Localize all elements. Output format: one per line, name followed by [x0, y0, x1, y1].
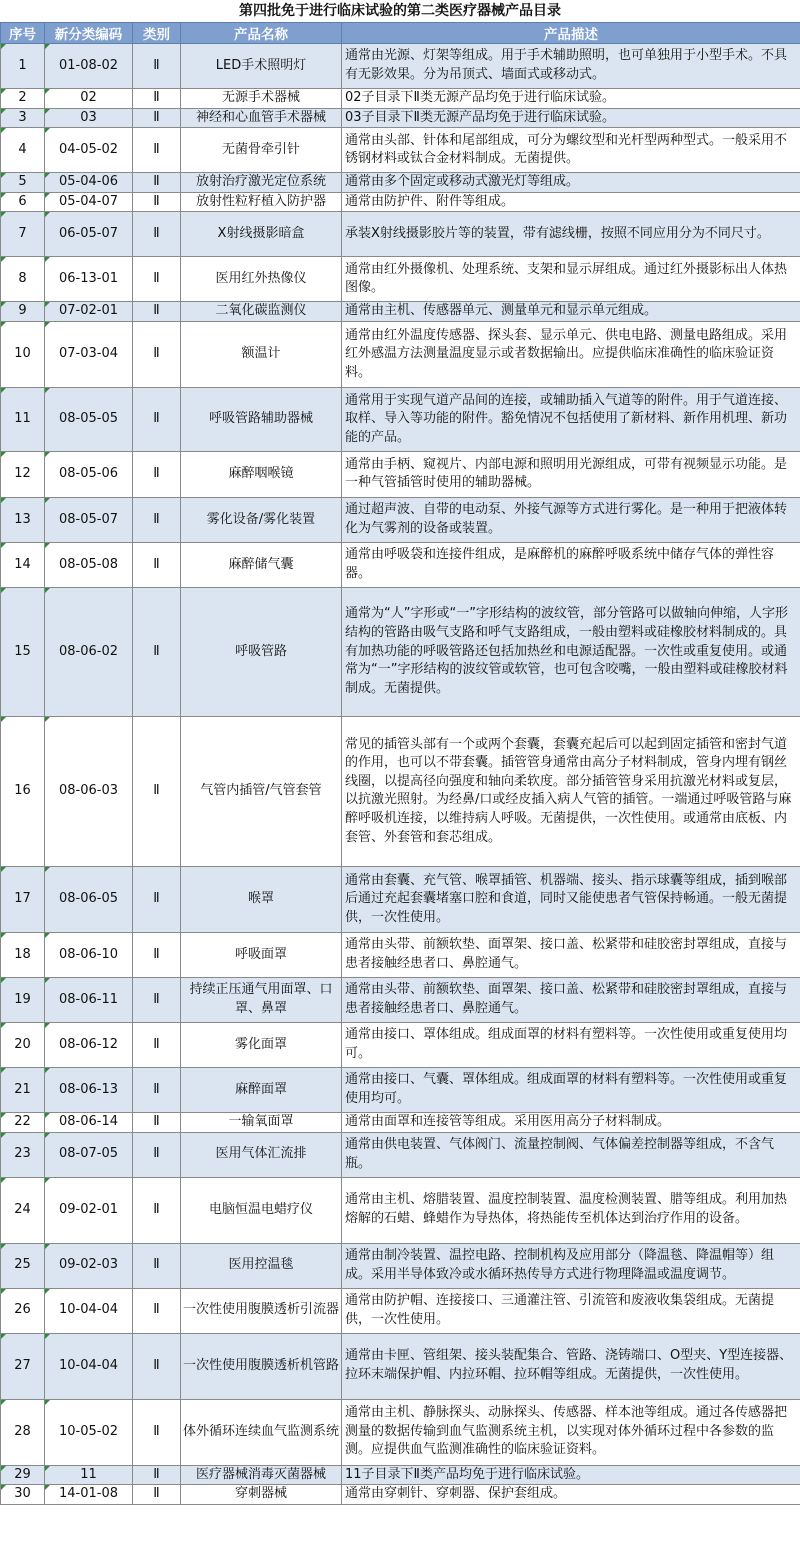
product-name: 呼吸管路: [181, 587, 342, 716]
classification-code: 08-07-05: [45, 1132, 133, 1177]
table-row: [1, 977, 800, 1022]
category-class: Ⅱ: [133, 977, 181, 1022]
row-number: 16: [1, 716, 45, 866]
product-name: 气管内插管/气管套管: [181, 716, 342, 866]
table-row: [1, 1288, 800, 1333]
table-row: [1, 302, 800, 322]
table-row: [1, 716, 800, 866]
row-number: 18: [1, 932, 45, 977]
table-row: [1, 451, 800, 497]
classification-code: 08-06-03: [45, 716, 133, 866]
classification-code: 01-08-02: [45, 44, 133, 89]
classification-code: 09-02-03: [45, 1243, 133, 1288]
row-number: 17: [1, 866, 45, 932]
product-catalog-table: [0, 22, 800, 1505]
category-class: Ⅱ: [133, 192, 181, 212]
category-class: Ⅱ: [133, 1067, 181, 1112]
header-code: 新分类编码: [45, 23, 133, 44]
category-class: Ⅱ: [133, 542, 181, 587]
product-name: 一次性使用腹膜透析引流器: [181, 1288, 342, 1333]
table-row: [1, 1465, 800, 1485]
product-name: 一输氧面罩: [181, 1112, 342, 1132]
classification-code: 08-05-06: [45, 451, 133, 497]
category-class: Ⅱ: [133, 497, 181, 542]
classification-code: 02: [45, 89, 133, 109]
table-row: [1, 212, 800, 257]
product-name: 电脑恒温电蜡疗仪: [181, 1177, 342, 1243]
product-name: 放射治疗激光定位系统: [181, 173, 342, 193]
table-row: [1, 89, 800, 109]
row-number: 12: [1, 451, 45, 497]
category-class: Ⅱ: [133, 212, 181, 257]
row-number: 28: [1, 1399, 45, 1465]
classification-code: 08-06-14: [45, 1112, 133, 1132]
product-name: 呼吸管路辅助器械: [181, 387, 342, 451]
classification-code: 07-02-01: [45, 302, 133, 322]
classification-code: 10-04-04: [45, 1288, 133, 1333]
product-description: 通常由供电装置、气体阀门、流量控制阀、气体偏差控制器等组成，不含气瓶。: [342, 1132, 800, 1177]
product-description: 通常由头带、前额软垫、面罩架、接口盖、松紧带和硅胶密封罩组成，直接与患者接触经患者口、鼻腔通气。: [342, 977, 800, 1022]
classification-code: 08-05-05: [45, 387, 133, 451]
product-description: 通常由红外温度传感器、探头套、显示单元、供电电路、测量电路组成。采用红外感温方法测量温度显示或者数据输出。应提供临床准确性的临床验证资料。: [342, 321, 800, 387]
category-class: Ⅱ: [133, 302, 181, 322]
classification-code: 06-13-01: [45, 257, 133, 302]
product-description: 通常由主机、静脉探头、动脉探头、传感器、样本池等组成。通过各传感器把测量的数据传输到血气监测系统主机，以实现对体外循环过程中各参数的监测。应提供血气监测准确性的临床验证资料。: [342, 1399, 800, 1465]
table-row: [1, 1177, 800, 1243]
product-name: 持续正压通气用面罩、口罩、鼻罩: [181, 977, 342, 1022]
product-name: LED手术照明灯: [181, 44, 342, 89]
row-number: 2: [1, 89, 45, 109]
product-description: 通常由手柄、窥视片、内部电源和照明用光源组成，可带有视频显示功能。是一种气管插管时使用的辅助器械。: [342, 451, 800, 497]
product-name: 喉罩: [181, 866, 342, 932]
classification-code: 09-02-01: [45, 1177, 133, 1243]
product-name: 呼吸面罩: [181, 932, 342, 977]
product-name: 雾化面罩: [181, 1022, 342, 1067]
row-number: 20: [1, 1022, 45, 1067]
product-description: 通常由呼吸袋和连接件组成，是麻醉机的麻醉呼吸系统中储存气体的弹性容器。: [342, 542, 800, 587]
row-number: 5: [1, 173, 45, 193]
table-row: [1, 587, 800, 716]
product-description: 通常由卡匣、管组架、接头装配集合、管路、浇铸端口、O型夹、Y型连接器、拉环末端保护帽、内拉环帽、拉环帽等组成。无菌提供，一次性使用。: [342, 1333, 800, 1399]
row-number: 6: [1, 192, 45, 212]
table-row: [1, 497, 800, 542]
table-row: [1, 542, 800, 587]
category-class: Ⅱ: [133, 173, 181, 193]
product-name: 无源手术器械: [181, 89, 342, 109]
table-row: [1, 128, 800, 173]
table-row: [1, 257, 800, 302]
product-description: 通常由头部、针体和尾部组成，可分为螺纹型和光杆型两种型式。一般采用不锈钢材料或钛合金材料制成。无菌提供。: [342, 128, 800, 173]
product-name: X射线摄影暗盒: [181, 212, 342, 257]
product-name: 麻醉面罩: [181, 1067, 342, 1112]
product-description: 通常由光源、灯架等组成。用于手术辅助照明，也可单独用于小型手术。不具有无影效果。分为吊顶式、墙面式或移动式。: [342, 44, 800, 89]
category-class: Ⅱ: [133, 1243, 181, 1288]
row-number: 15: [1, 587, 45, 716]
product-description: 通常由套囊、充气管、喉罩插管、机器端、接头、指示球囊等组成，插到喉部后通过充起套囊堵塞口腔和食道，同时又能使患者气管保持畅通。一般无菌提供，一次性使用。: [342, 866, 800, 932]
table-row: [1, 44, 800, 89]
product-name: 神经和心血管手术器械: [181, 108, 342, 128]
page-title: 第四批免于进行临床试验的第二类医疗器械产品目录: [239, 3, 561, 19]
category-class: Ⅱ: [133, 1485, 181, 1505]
row-number: 26: [1, 1288, 45, 1333]
table-row: [1, 387, 800, 451]
product-name: 体外循环连续血气监测系统: [181, 1399, 342, 1465]
category-class: Ⅱ: [133, 451, 181, 497]
table-row: [1, 1112, 800, 1132]
header-product-name: 产品名称: [181, 23, 342, 44]
product-description: 03子目录下Ⅱ类无源产品均免于进行临床试验。: [342, 108, 800, 128]
product-name: 医用控温毯: [181, 1243, 342, 1288]
classification-code: 08-05-08: [45, 542, 133, 587]
row-number: 19: [1, 977, 45, 1022]
row-number: 11: [1, 387, 45, 451]
product-name: 一次性使用腹膜透析机管路: [181, 1333, 342, 1399]
row-number: 3: [1, 108, 45, 128]
category-class: Ⅱ: [133, 44, 181, 89]
product-description: 通常由主机、熔腊装置、温度控制装置、温度检测装置、腊等组成。利用加热熔解的石蜡、蜂蜡作为导热体，将热能传至机体达到治疗作用的设备。: [342, 1177, 800, 1243]
classification-code: 06-05-07: [45, 212, 133, 257]
row-number: 25: [1, 1243, 45, 1288]
table-row: [1, 1067, 800, 1112]
header-no: 序号: [1, 23, 45, 44]
row-number: 30: [1, 1485, 45, 1505]
product-name: 医用红外热像仪: [181, 257, 342, 302]
classification-code: 08-06-11: [45, 977, 133, 1022]
row-number: 9: [1, 302, 45, 322]
row-number: 13: [1, 497, 45, 542]
product-description: 02子目录下Ⅱ类无源产品均免于进行临床试验。: [342, 89, 800, 109]
product-description: 通常由穿刺针、穿刺器、保护套组成。: [342, 1485, 800, 1505]
category-class: Ⅱ: [133, 1465, 181, 1485]
product-name: 二氧化碳监测仪: [181, 302, 342, 322]
header-category: 类别: [133, 23, 181, 44]
product-description: 通常由接口、气囊、罩体组成。组成面罩的材料有塑料等。一次性使用或重复使用均可。: [342, 1067, 800, 1112]
product-description: 通常用于实现气道产品间的连接，或辅助插入气道等的附件。用于气道连接、取样、导入等功能的附件。豁免情况不包括使用了新材料、新作用机理、新功能的产品。: [342, 387, 800, 451]
table-row: [1, 1333, 800, 1399]
category-class: Ⅱ: [133, 321, 181, 387]
classification-code: 05-04-07: [45, 192, 133, 212]
row-number: 22: [1, 1112, 45, 1132]
category-class: Ⅱ: [133, 1112, 181, 1132]
table-row: [1, 1132, 800, 1177]
row-number: 7: [1, 212, 45, 257]
product-name: 医疗器械消毒灭菌器械: [181, 1465, 342, 1485]
row-number: 10: [1, 321, 45, 387]
product-description: 通常由制冷装置、温控电路、控制机构及应用部分（降温毯、降温帽等）组成。采用半导体致冷或水循环热传导方式进行物理降温或温度调节。: [342, 1243, 800, 1288]
product-name: 雾化设备/雾化装置: [181, 497, 342, 542]
classification-code: 08-06-13: [45, 1067, 133, 1112]
row-number: 29: [1, 1465, 45, 1485]
product-description: 通常由防护帽、连接接口、三通灌注管、引流管和废液收集袋组成。无菌提供，一次性使用。: [342, 1288, 800, 1333]
category-class: Ⅱ: [133, 1399, 181, 1465]
row-number: 14: [1, 542, 45, 587]
classification-code: 10-04-04: [45, 1333, 133, 1399]
category-class: Ⅱ: [133, 1333, 181, 1399]
category-class: Ⅱ: [133, 1288, 181, 1333]
table-row: [1, 173, 800, 193]
product-name: 医用气体汇流排: [181, 1132, 342, 1177]
table-row: [1, 1022, 800, 1067]
category-class: Ⅱ: [133, 932, 181, 977]
classification-code: 07-03-04: [45, 321, 133, 387]
category-class: Ⅱ: [133, 257, 181, 302]
classification-code: 08-06-05: [45, 866, 133, 932]
classification-code: 11: [45, 1465, 133, 1485]
classification-code: 03: [45, 108, 133, 128]
table-row: [1, 1399, 800, 1465]
category-class: Ⅱ: [133, 89, 181, 109]
category-class: Ⅱ: [133, 128, 181, 173]
header-row: [1, 23, 800, 44]
product-description: 11子目录下Ⅱ类产品均免于进行临床试验。: [342, 1465, 800, 1485]
classification-code: 08-06-12: [45, 1022, 133, 1067]
category-class: Ⅱ: [133, 108, 181, 128]
category-class: Ⅱ: [133, 866, 181, 932]
product-name: 麻醉储气囊: [181, 542, 342, 587]
product-description: 承装X射线摄影胶片等的装置，带有滤线栅，按照不同应用分为不同尺寸。: [342, 212, 800, 257]
product-name: 额温计: [181, 321, 342, 387]
category-class: Ⅱ: [133, 587, 181, 716]
row-number: 1: [1, 44, 45, 89]
category-class: Ⅱ: [133, 1177, 181, 1243]
product-description: 通常由多个固定或移动式激光灯等组成。: [342, 173, 800, 193]
classification-code: 10-05-02: [45, 1399, 133, 1465]
classification-code: 04-05-02: [45, 128, 133, 173]
product-description: 通常由红外摄像机、处理系统、支架和显示屏组成。通过红外摄影标出人体热图像。: [342, 257, 800, 302]
table-row: [1, 192, 800, 212]
product-description: 通过超声波、自带的电动泵、外接气源等方式进行雾化。是一种用于把液体转化为气雾剂的设备或装置。: [342, 497, 800, 542]
row-number: 24: [1, 1177, 45, 1243]
product-description: 通常由接口、罩体组成。组成面罩的材料有塑料等。一次性使用或重复使用均可。: [342, 1022, 800, 1067]
product-description: 通常由防护件、附件等组成。: [342, 192, 800, 212]
product-description: 通常由头带、前额软垫、面罩架、接口盖、松紧带和硅胶密封罩组成，直接与患者接触经患者口、鼻腔通气。: [342, 932, 800, 977]
product-name: 无菌骨牵引针: [181, 128, 342, 173]
classification-code: 05-04-06: [45, 173, 133, 193]
product-description: 常见的插管头部有一个或两个套囊，套囊充起后可以起到固定插管和密封气道的作用，也可以不带套囊。插管管身通常由高分子材料制成，管身内埋有钢丝线圈，以提高径向强度和轴向柔软度。部分插管管身采用抗激光材料或复层，以抗激光照射。为经鼻/口或经皮插入病人气管的插管。一端通过呼吸管路与麻醉呼吸机连接，以维持病人呼吸。无菌提供，一次性使用。或通常由底板、内套管、外套管和套芯组成。: [342, 716, 800, 866]
classification-code: 08-05-07: [45, 497, 133, 542]
category-class: Ⅱ: [133, 1022, 181, 1067]
product-name: 穿刺器械: [181, 1485, 342, 1505]
product-name: 麻醉咽喉镜: [181, 451, 342, 497]
classification-code: 08-06-02: [45, 587, 133, 716]
category-class: Ⅱ: [133, 387, 181, 451]
row-number: 23: [1, 1132, 45, 1177]
table-row: [1, 108, 800, 128]
table-row: [1, 932, 800, 977]
row-number: 21: [1, 1067, 45, 1112]
row-number: 8: [1, 257, 45, 302]
header-description: 产品描述: [342, 23, 800, 44]
classification-code: 08-06-10: [45, 932, 133, 977]
product-description: 通常由面罩和连接管等组成。采用医用高分子材料制成。: [342, 1112, 800, 1132]
row-number: 27: [1, 1333, 45, 1399]
product-description: 通常由主机、传感器单元、测量单元和显示单元组成。: [342, 302, 800, 322]
table-row: [1, 321, 800, 387]
table-row: [1, 1485, 800, 1505]
category-class: Ⅱ: [133, 1132, 181, 1177]
product-name: 放射性粒籽植入防护器: [181, 192, 342, 212]
table-row: [1, 866, 800, 932]
category-class: Ⅱ: [133, 716, 181, 866]
row-number: 4: [1, 128, 45, 173]
classification-code: 14-01-08: [45, 1485, 133, 1505]
product-description: 通常为“人”字形或“一”字形结构的波纹管，部分管路可以做轴向伸缩，人字形结构的管路由吸气支路和呼气支路组成，一般由塑料或硅橡胶材料制成的。具有加热功能的呼吸管路还包括加热丝和电源适配器。一次性或重复使用。或通常为“一”字形结构的波纹管或软管，也可包含咬嘴，一般由塑料或硅橡胶材料制成。无菌提供。: [342, 587, 800, 716]
table-row: [1, 1243, 800, 1288]
